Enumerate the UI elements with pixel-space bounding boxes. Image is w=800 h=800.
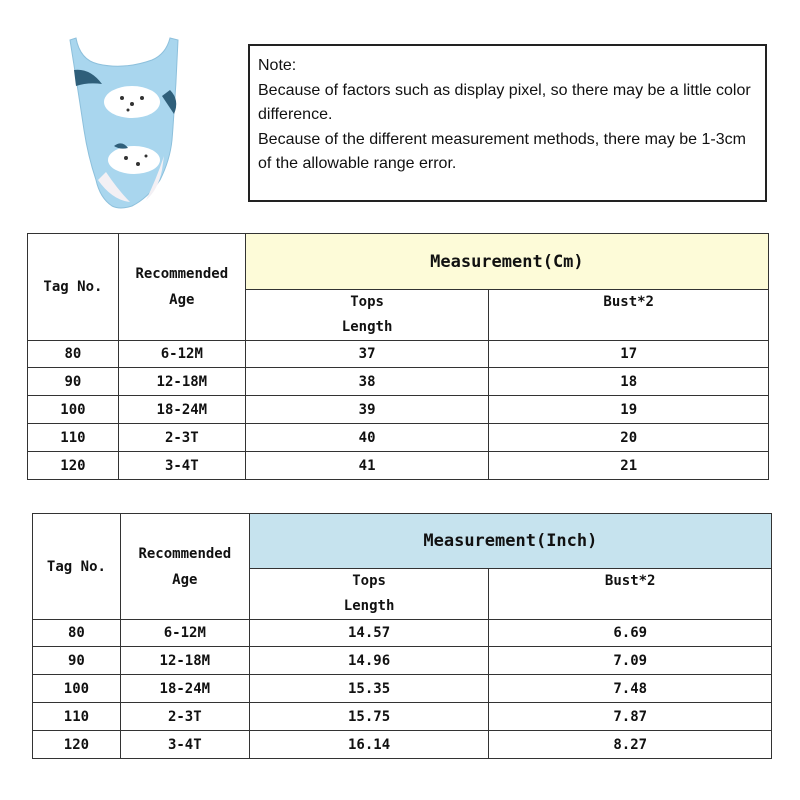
tops-cell: 14.57 [249, 620, 489, 647]
tops-cell: 15.75 [249, 703, 489, 731]
age-header [120, 514, 249, 620]
bust-cell: 7.09 [489, 647, 772, 675]
age-cell: 6-12M [118, 341, 245, 368]
table-row [28, 452, 769, 480]
tag-no-header: Tag No. [28, 234, 119, 341]
note-box [248, 44, 767, 202]
table-row [28, 424, 769, 452]
tops-length-header [245, 290, 489, 341]
tops-cell: 15.35 [249, 675, 489, 703]
tops-cell: 40 [245, 424, 489, 452]
measurement-header-cm: Measurement(Cm) [245, 234, 768, 290]
age-cell: 18-24M [118, 396, 245, 424]
table-row [33, 731, 772, 759]
bust-cell: 6.69 [489, 620, 772, 647]
age-header [118, 234, 245, 341]
note-line-1: Because of factors such as display pixel, so there may be a little color difference. [258, 81, 751, 123]
tag-cell: 80 [33, 620, 121, 647]
age-header-line1: Recommended [138, 545, 232, 562]
tag-cell: 120 [33, 731, 121, 759]
tops-cell: 41 [245, 452, 489, 480]
note-title: Note: [258, 57, 297, 74]
age-cell: 3-4T [118, 452, 245, 480]
age-header-line2: Age [172, 571, 198, 588]
age-cell: 18-24M [120, 675, 249, 703]
table-row [33, 703, 772, 731]
table-row [28, 341, 769, 368]
tag-cell: 90 [33, 647, 121, 675]
tops-header-line2: Length [341, 319, 393, 335]
bust-header: Bust*2 [489, 569, 772, 620]
swimsuit-image [62, 30, 202, 216]
bust-cell: 19 [489, 396, 769, 424]
size-table-inch [32, 513, 772, 759]
table-row [28, 368, 769, 396]
age-cell: 12-18M [118, 368, 245, 396]
tops-header-line1: Tops [352, 573, 386, 589]
bust-cell: 18 [489, 368, 769, 396]
tag-cell: 80 [28, 341, 119, 368]
bust-cell: 17 [489, 341, 769, 368]
bust-header: Bust*2 [489, 290, 769, 341]
age-header-line1: Recommended [135, 266, 229, 282]
swimsuit-body [70, 38, 178, 208]
tag-cell: 110 [33, 703, 121, 731]
measurement-header-inch: Measurement(Inch) [249, 514, 771, 569]
tops-cell: 14.96 [249, 647, 489, 675]
tag-cell: 100 [28, 396, 119, 424]
note-line-2: Because of the different measurement methods, there may be 1-3cm of the allowable range error. [258, 130, 746, 172]
age-cell: 2-3T [118, 424, 245, 452]
bust-cell: 7.87 [489, 703, 772, 731]
bust-cell: 21 [489, 452, 769, 480]
tag-cell: 110 [28, 424, 119, 452]
tops-cell: 39 [245, 396, 489, 424]
tops-cell: 37 [245, 341, 489, 368]
bird-white-2 [108, 146, 160, 174]
tops-cell: 38 [245, 368, 489, 396]
tag-cell: 100 [33, 675, 121, 703]
age-cell: 2-3T [120, 703, 249, 731]
bust-cell: 7.48 [489, 675, 772, 703]
tops-header-line2: Length [343, 598, 395, 614]
table-row [33, 620, 772, 647]
table-row [33, 675, 772, 703]
size-table-cm [27, 233, 769, 480]
age-cell: 3-4T [120, 731, 249, 759]
table-row [28, 396, 769, 424]
tag-cell: 90 [28, 368, 119, 396]
age-header-line2: Age [169, 292, 195, 308]
tag-no-header: Tag No. [33, 514, 121, 620]
tag-cell: 120 [28, 452, 119, 480]
age-cell: 6-12M [120, 620, 249, 647]
tops-header-line1: Tops [350, 294, 384, 310]
tops-length-header [249, 569, 489, 620]
bust-cell: 8.27 [489, 731, 772, 759]
bust-cell: 20 [489, 424, 769, 452]
tops-cell: 16.14 [249, 731, 489, 759]
age-cell: 12-18M [120, 647, 249, 675]
table-row [33, 647, 772, 675]
